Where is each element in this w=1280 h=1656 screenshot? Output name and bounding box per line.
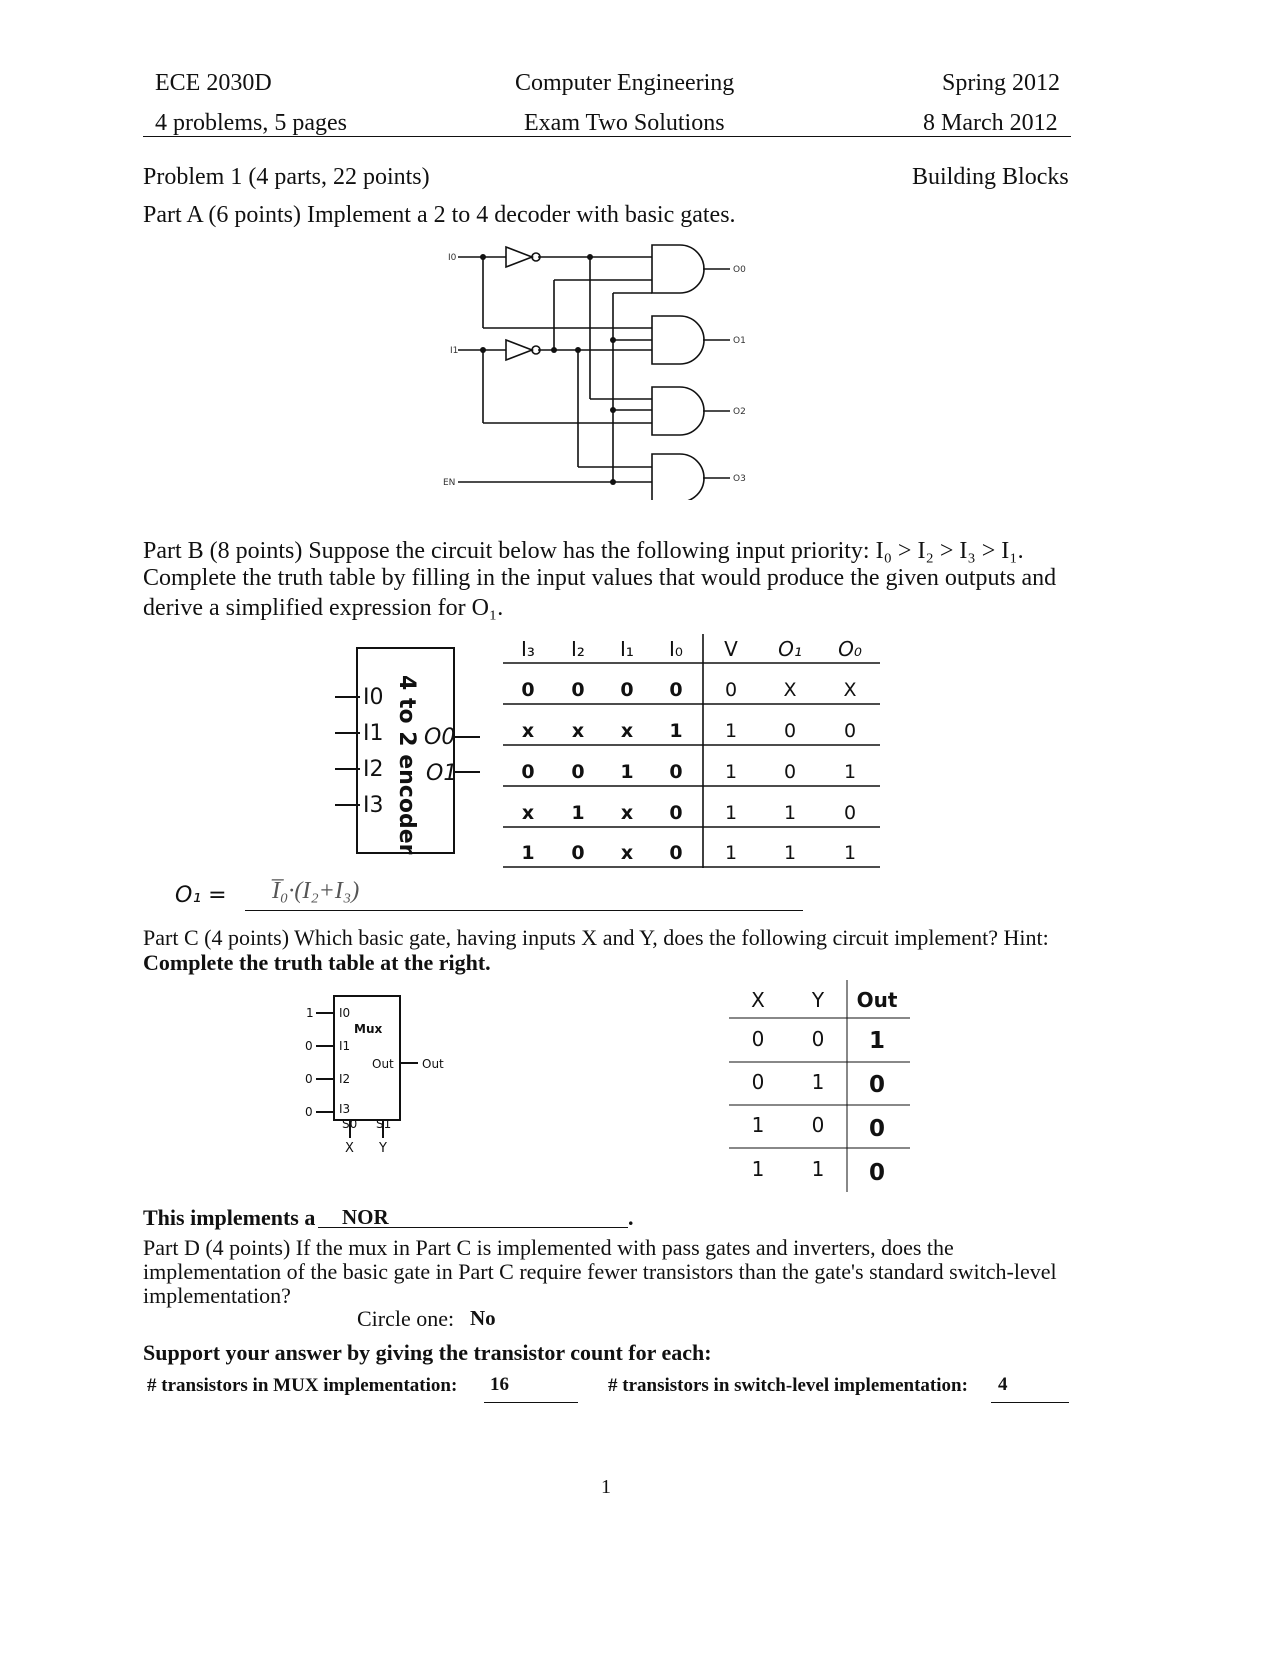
part-a-text: Part A (6 points) Implement a 2 to 4 decoder with basic gates. bbox=[143, 202, 736, 228]
encoder-output-label: O1 bbox=[426, 761, 458, 786]
mux-input-label: I2 bbox=[339, 1072, 351, 1086]
decoder-circuit bbox=[430, 235, 770, 500]
mux-input-label: I3 bbox=[339, 1102, 351, 1116]
decoder-output-label: O1 bbox=[733, 336, 746, 346]
circle-answer: No bbox=[470, 1306, 496, 1330]
encoder-input-label: I0 bbox=[363, 685, 384, 710]
encoder-label: 4 to 2 encoder bbox=[394, 675, 419, 855]
table-cell: 0 bbox=[571, 842, 585, 864]
table-cell: 0 bbox=[669, 679, 683, 701]
encoder-input-label: I3 bbox=[363, 793, 384, 818]
decoder-output-label: O2 bbox=[733, 407, 746, 417]
table-cell: 1 bbox=[724, 802, 738, 824]
table-cell: 1 bbox=[521, 842, 535, 864]
table-cell: x bbox=[620, 720, 634, 742]
gate-truth-table bbox=[725, 978, 915, 1198]
table-cell: 0 bbox=[751, 1070, 765, 1094]
mux-count: 16 bbox=[490, 1374, 509, 1395]
course-code: ECE 2030D bbox=[155, 70, 272, 96]
part-c-line1: Part C (4 points) Which basic gate, having inputs X and Y, does the following circuit implement? Hint: bbox=[143, 925, 1049, 950]
table-cell: 0 bbox=[620, 679, 634, 701]
o1-answer-line bbox=[245, 910, 803, 911]
exam-date: 8 March 2012 bbox=[923, 110, 1058, 136]
part-d-line2: implementation of the basic gate in Part C require fewer transistors than the gate's standard switch-level bbox=[143, 1259, 1057, 1284]
table-cell: 1 bbox=[724, 842, 738, 864]
mux-out-label: Out bbox=[422, 1057, 444, 1071]
table-cell: 1 bbox=[669, 720, 683, 742]
implements-label: This implements a bbox=[143, 1205, 316, 1230]
table-cell: 1 bbox=[783, 802, 797, 824]
table-cell: 0 bbox=[521, 679, 535, 701]
encoder-input-label: I2 bbox=[363, 757, 384, 782]
circle-label: Circle one: bbox=[357, 1306, 455, 1331]
table-header: Y bbox=[811, 988, 825, 1012]
table-cell: 1 bbox=[843, 761, 857, 783]
term: Spring 2012 bbox=[942, 70, 1061, 96]
support-text: Support your answer by giving the transistor count for each: bbox=[143, 1340, 712, 1365]
mux-count-label: # transistors in MUX implementation: bbox=[147, 1375, 458, 1396]
table-cell: 1 bbox=[724, 720, 738, 742]
mux-input-label: I0 bbox=[339, 1006, 351, 1020]
encoder-input-label: I1 bbox=[363, 721, 384, 746]
table-cell: 0 bbox=[521, 761, 535, 783]
table-header: I₃ bbox=[521, 637, 535, 661]
mux-input-value: 0 bbox=[305, 1039, 313, 1053]
part-b-line2: Complete the truth table by filling in the input values that would produce the given outputs and bbox=[143, 565, 1057, 591]
table-header: V bbox=[724, 637, 738, 661]
table-cell: 1 bbox=[571, 802, 585, 824]
mux-out-port: Out bbox=[372, 1057, 394, 1071]
table-header: Out bbox=[856, 988, 898, 1012]
problem-count: 4 problems, 5 pages bbox=[155, 110, 347, 136]
mux-input-value: 1 bbox=[306, 1006, 314, 1020]
decoder-input-label: EN bbox=[443, 478, 456, 488]
mux-input-label: I1 bbox=[339, 1039, 351, 1053]
switch-count: 4 bbox=[998, 1374, 1008, 1395]
table-cell: 0 bbox=[868, 1116, 886, 1142]
part-d-line1: Part D (4 points) If the mux in Part C is implemented with pass gates and inverters, does the bbox=[143, 1235, 954, 1260]
table-cell: 0 bbox=[669, 761, 683, 783]
mux-input-value: 0 bbox=[305, 1105, 313, 1119]
table-cell: 1 bbox=[843, 842, 857, 864]
table-cell: 0 bbox=[783, 761, 797, 783]
table-cell: 0 bbox=[843, 802, 857, 824]
table-header: X bbox=[751, 988, 765, 1012]
mux-diagram bbox=[298, 988, 458, 1173]
table-cell: 1 bbox=[811, 1157, 825, 1181]
table-cell: 1 bbox=[620, 761, 634, 783]
table-cell: 0 bbox=[751, 1027, 765, 1051]
table-cell: 0 bbox=[868, 1160, 886, 1186]
table-cell: x bbox=[571, 720, 585, 742]
table-cell: 1 bbox=[751, 1157, 765, 1181]
part-c-line2: Complete the truth table at the right. bbox=[143, 950, 491, 975]
table-cell: X bbox=[843, 679, 857, 701]
decoder-input-label: I1 bbox=[450, 346, 459, 356]
o1-answer: I̅₀·(I₂+I₃) bbox=[272, 878, 360, 904]
table-cell: 1 bbox=[751, 1113, 765, 1137]
mux-select-signal: X bbox=[345, 1141, 354, 1156]
table-cell: X bbox=[783, 679, 797, 701]
encoder-diagram bbox=[330, 640, 490, 865]
table-cell: 0 bbox=[571, 761, 585, 783]
implements-answer: NOR bbox=[342, 1205, 389, 1229]
table-cell: 0 bbox=[811, 1113, 825, 1137]
mux-select-signal: Y bbox=[379, 1141, 387, 1156]
table-cell: 0 bbox=[811, 1027, 825, 1051]
exam-title: Exam Two Solutions bbox=[524, 110, 725, 136]
mux-count-line bbox=[484, 1402, 578, 1403]
table-header: I₂ bbox=[571, 637, 585, 661]
part-b-line3: derive a simplified expression for O₁. bbox=[143, 595, 504, 621]
table-header: O₀ bbox=[838, 637, 862, 661]
table-cell: 0 bbox=[783, 720, 797, 742]
decoder-input-label: I0 bbox=[448, 253, 457, 263]
table-cell: 0 bbox=[843, 720, 857, 742]
switch-count-label: # transistors in switch-level implementation: bbox=[608, 1375, 968, 1396]
table-header: O₁ bbox=[778, 637, 802, 661]
table-cell: 1 bbox=[783, 842, 797, 864]
switch-count-line bbox=[991, 1402, 1069, 1403]
table-header: I₁ bbox=[620, 637, 634, 661]
page-number: 1 bbox=[601, 1476, 611, 1498]
table-cell: 1 bbox=[724, 761, 738, 783]
mux-input-value: 0 bbox=[305, 1072, 313, 1086]
table-cell: 0 bbox=[669, 842, 683, 864]
table-cell: 0 bbox=[571, 679, 585, 701]
problem-title: Problem 1 (4 parts, 22 points) bbox=[143, 164, 430, 190]
table-cell: 0 bbox=[669, 802, 683, 824]
header-rule bbox=[143, 136, 1071, 137]
table-header: I₀ bbox=[669, 637, 683, 661]
part-d-line3: implementation? bbox=[143, 1283, 291, 1308]
table-cell: 1 bbox=[868, 1028, 886, 1054]
encoder-output-label: O0 bbox=[424, 725, 456, 750]
table-cell: x bbox=[620, 842, 634, 864]
priority-truth-table bbox=[500, 630, 885, 875]
table-cell: x bbox=[521, 720, 535, 742]
mux-select-label: S1 bbox=[376, 1117, 392, 1131]
mux-title: Mux bbox=[354, 1022, 383, 1036]
implements-period: . bbox=[628, 1205, 634, 1230]
table-cell: 0 bbox=[868, 1072, 886, 1098]
subject: Computer Engineering bbox=[515, 70, 735, 96]
mux-select-label: S0 bbox=[342, 1117, 358, 1131]
table-cell: x bbox=[620, 802, 634, 824]
table-cell: 1 bbox=[811, 1070, 825, 1094]
table-cell: 0 bbox=[724, 679, 738, 701]
part-b-line1: Part B (8 points) Suppose the circuit below has the following input priority: I₀ > I₂ > I₃ > I₁. bbox=[143, 538, 1024, 564]
o1-answer-label: O₁ = bbox=[175, 883, 227, 908]
table-cell: x bbox=[521, 802, 535, 824]
decoder-output-label: O0 bbox=[733, 265, 746, 275]
decoder-output-label: O3 bbox=[733, 474, 746, 484]
problem-topic: Building Blocks bbox=[912, 164, 1069, 190]
